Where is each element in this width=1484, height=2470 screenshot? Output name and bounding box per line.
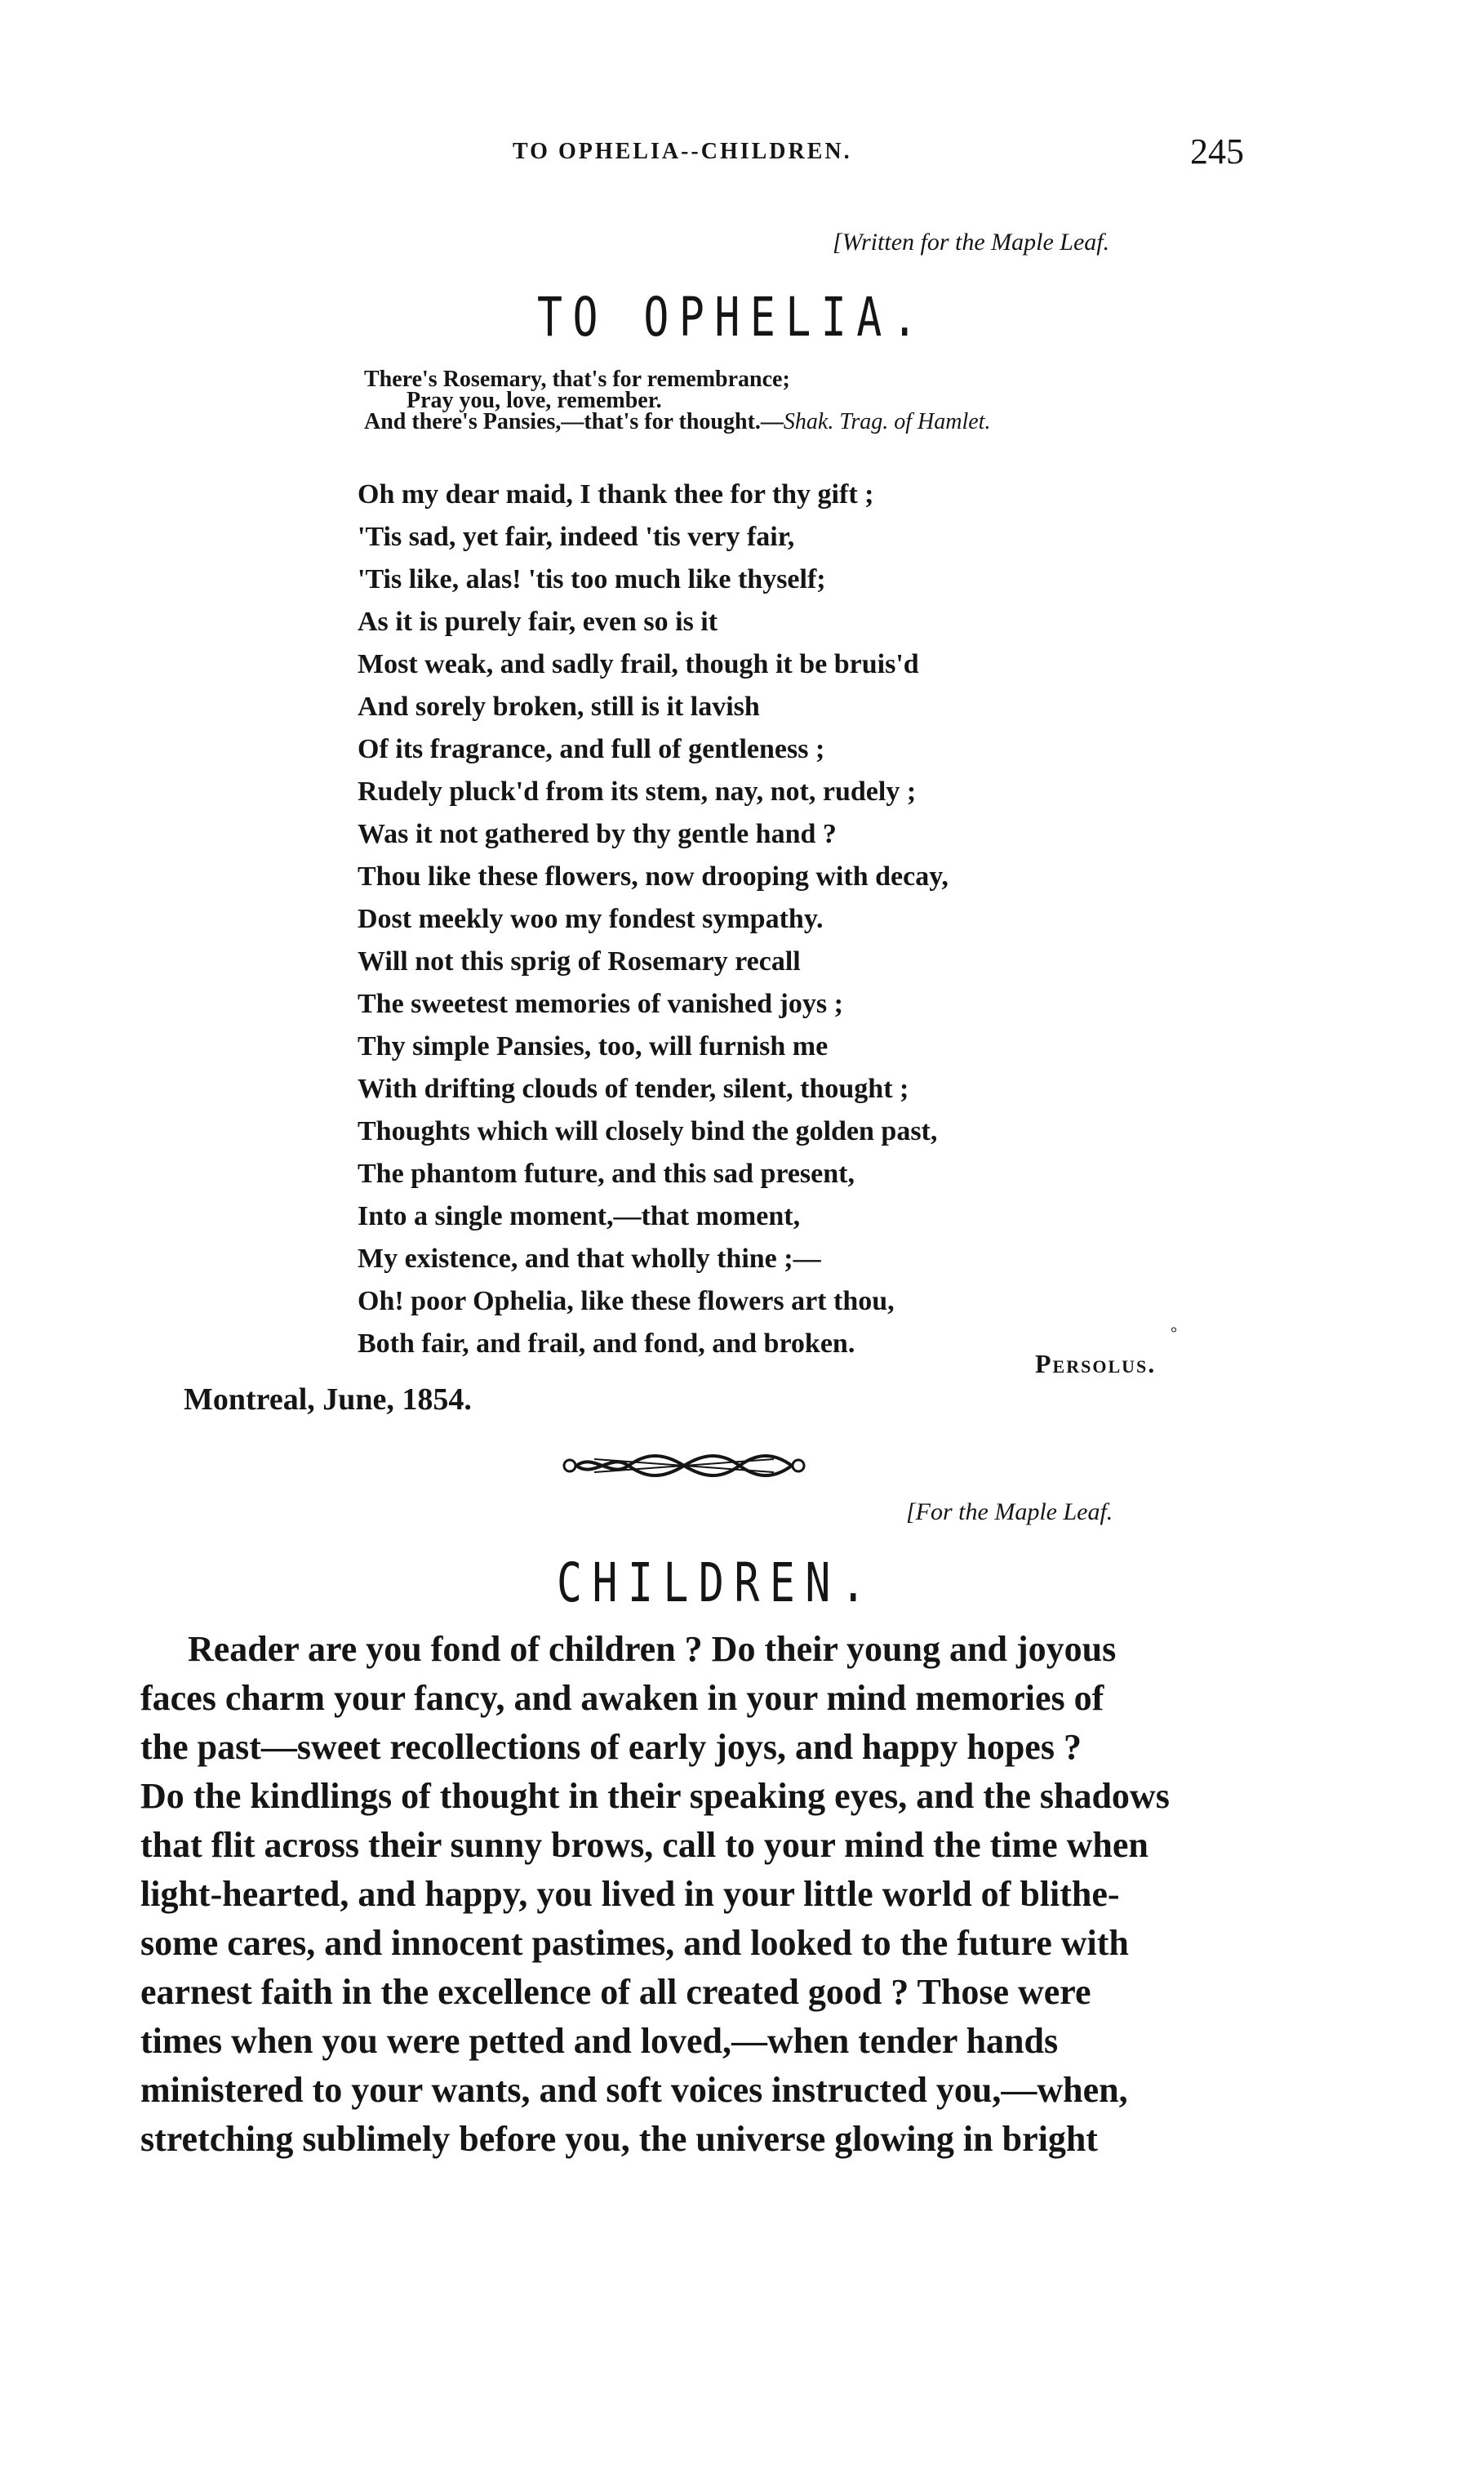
epigraph-line: There's Rosemary, that's for remembrance; (364, 367, 790, 392)
poem-line: Thou like these flowers, now drooping with decay, (358, 861, 949, 892)
poem-line: Oh my dear maid, I thank thee for thy gift ; (358, 479, 874, 510)
poem-line: With drifting clouds of tender, silent, thought ; (358, 1074, 909, 1104)
prose-line: that flit across their sunny brows, call to your mind the time when (140, 1825, 1149, 1865)
prose-line: times when you were petted and loved,—when tender hands (140, 2021, 1059, 2061)
prose-line: the past—sweet recollections of early joys, and happy hopes ? (140, 1727, 1082, 1767)
signature-dot: ° (1171, 1324, 1177, 1342)
poem-line: Will not this sprig of Rosemary recall (358, 946, 801, 977)
poem-line: And sorely broken, still is it lavish (358, 692, 760, 722)
poem-line: My existence, and that wholly thine ;— (358, 1244, 821, 1274)
place-date: Montreal, June, 1854. (184, 1382, 472, 1417)
poem-line: Most weak, and sadly frail, though it be bruis'd (358, 649, 919, 679)
poem-line: 'Tis like, alas! 'tis too much like thyself; (358, 564, 826, 594)
source-note: [Written for the Maple Leaf. (833, 229, 1110, 256)
prose-body (140, 1625, 1218, 2164)
poem-line: Into a single moment,—that moment, (358, 1201, 801, 1231)
poem-line: Was it not gathered by thy gentle hand ? (358, 819, 837, 849)
epigraph-line (364, 409, 991, 434)
poem-line: Rudely pluck'd from its stem, nay, not, rudely ; (358, 777, 917, 807)
poem-body (358, 474, 949, 1365)
prose-line: Do the kindlings of thought in their speaking eyes, and the shadows (140, 1776, 1170, 1816)
poem-line: The phantom future, and this sad present, (358, 1159, 855, 1189)
running-head: TO OPHELIA--CHILDREN. (513, 139, 852, 164)
source-note: [For the Maple Leaf. (906, 1498, 1113, 1525)
prose-line: light-hearted, and happy, you lived in your little world of blithe- (140, 1874, 1120, 1914)
poem-line: Oh! poor Ophelia, like these flowers art thou, (358, 1286, 895, 1316)
prose-line: stretching sublimely before you, the universe glowing in bright (140, 2119, 1098, 2159)
prose-line: faces charm your fancy, and awaken in your mind memories of (140, 1678, 1104, 1718)
prose-line: earnest faith in the excellence of all created good ? Those were (140, 1972, 1091, 2012)
poem-line: Both fair, and frail, and fond, and broken. (358, 1328, 855, 1359)
signature: Persolus. (1035, 1349, 1157, 1378)
poem-line: 'Tis sad, yet fair, indeed 'tis very fair, (358, 522, 795, 552)
poem-line: Dost meekly woo my fondest sympathy. (358, 904, 824, 934)
ornament-divider-icon (562, 1449, 806, 1482)
prose-line: some cares, and innocent pastimes, and looked to the future with (140, 1923, 1129, 1963)
poem-line: Thy simple Pansies, too, will furnish me (358, 1031, 829, 1061)
poem-line: Of its fragrance, and full of gentleness ; (358, 734, 825, 764)
prose-line: ministered to your wants, and soft voices instructed you,—when, (140, 2070, 1128, 2110)
epigraph-attribution: Shak. Trag. of Hamlet. (783, 409, 991, 434)
poem-line: As it is purely fair, even so is it (358, 607, 718, 637)
epigraph-quote: And there's Pansies,—that's for thought.— (364, 409, 784, 434)
page-number: 245 (1190, 131, 1244, 171)
poem-line: The sweetest memories of vanished joys ; (358, 989, 843, 1019)
section-title: CHILDREN. (557, 1551, 877, 1614)
poem-title: TO OPHELIA. (537, 286, 928, 349)
poem-line: Thoughts which will closely bind the golden past, (358, 1116, 938, 1146)
prose-line: Reader are you fond of children ? Do their young and joyous (188, 1629, 1117, 1669)
epigraph-line: Pray you, love, remember. (407, 388, 662, 413)
